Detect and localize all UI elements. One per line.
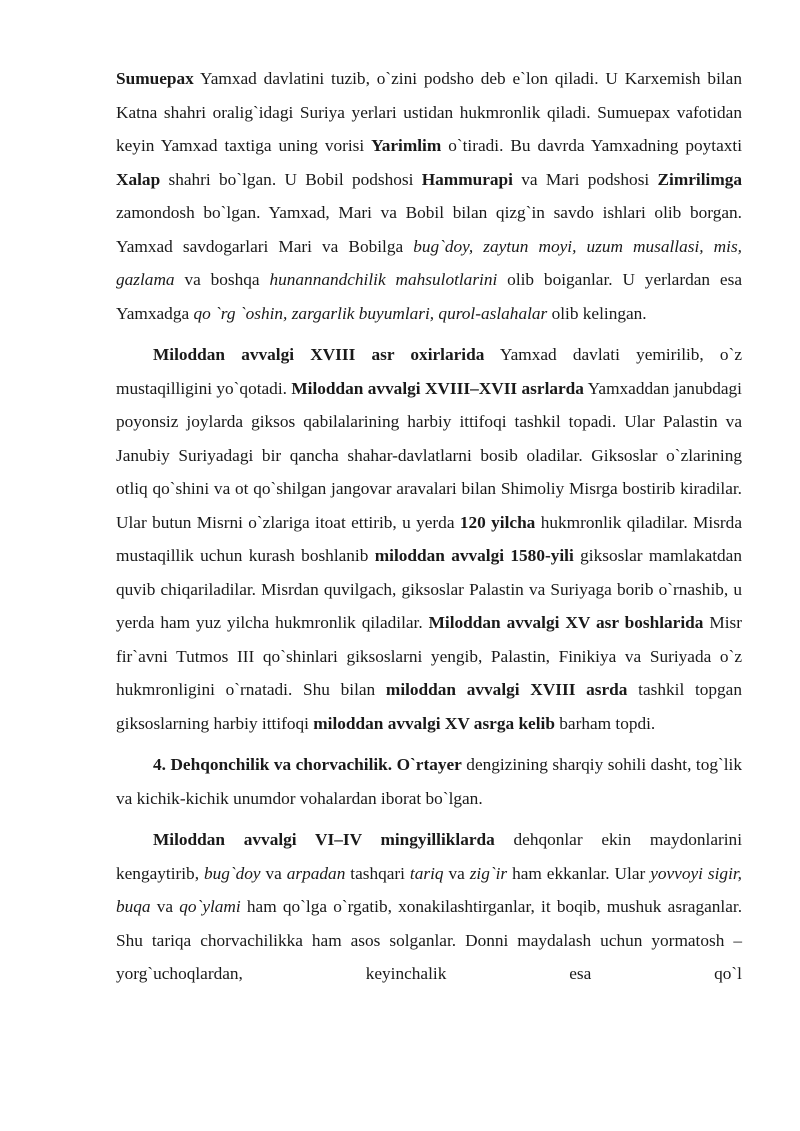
text-run: yovvoyi sigir, buqa: [116, 863, 742, 916]
text-run: va: [150, 897, 180, 916]
text-run: miloddan avvalgi XVIII asrda: [385, 680, 628, 699]
text-run: Zimrilimga: [657, 169, 743, 189]
section-heading: 4. Dehqonchilik va chorvachilik. O`rtayer: [153, 755, 462, 774]
document-page: [116, 62, 742, 991]
text-run: o`tiradi. Bu davrda Yamxadning poytaxti: [441, 136, 742, 155]
text-run: dehqonlar ekin maydonlarini kengaytirib,: [116, 830, 742, 883]
text-run: bug`doy, zaytun moyi, uzum musallasi, mis, gazlama: [116, 236, 742, 289]
text-run: ham qo`lga o`rgatib, xonakilashtirganlar, it boqib, mushuk asraganlar. Shu tariqa chorvachilikka ham asos solganlar. Donni maydalash uchun yormatosh – yorg`uchoqlardan, keyinchalik esa qo`l: [116, 897, 743, 983]
text-run: qo`ylami: [179, 897, 241, 916]
text-run: Miloddan avvalgi XV asr boshlarida: [428, 613, 704, 632]
text-run: zig`ir: [469, 863, 508, 883]
paragraph-1: [116, 62, 742, 330]
text-run: dengizining sharqiy sohili dasht, tog`lik va kichik-kichik unumdor vohalardan iborat bo`lgan.: [116, 755, 742, 808]
text-run: Hammurapi: [421, 169, 513, 189]
text-run: 120 yilcha: [459, 512, 536, 532]
text-run: Yamxaddan janubdagi poyonsiz joylarda giksos qabilalarining harbiy ittifoqi tashkil topadi. Ular Palastin va Janubiy Suriyadagi bir qancha shahar-davlatlarni bosib oladilar. Giksoslar o`zlarining otliq qo`shini va ot qo`shilgan jangovar aravalari bilan Shimoliy Misrga bostirib kiradilar. Ular butun Misrni o`zlariga itoat ettirib, u yerda: [116, 378, 742, 532]
text-run: zamondosh bo`lgan. Yamxad, Mari va Bobil bilan qizg`in savdo ishlari olib borgan. Yamxad savdogarlari Mari va Bobilga: [116, 203, 742, 256]
paragraph-4: [116, 823, 742, 991]
text-run: tashkil topgan giksoslarning harbiy ittifoqi: [116, 680, 742, 733]
text-run: tariq: [409, 863, 444, 883]
text-run: bug`doy: [203, 863, 261, 883]
text-run: Miloddan avvalgi XVIII asr oxirlarida: [153, 345, 485, 364]
text-run: miloddan avvalgi XV asrga kelib: [313, 713, 555, 733]
paragraph-3: [116, 748, 742, 815]
text-run: miloddan avvalgi 1580-yili: [374, 546, 574, 565]
text-run: hunannandchilik mahsulotlarini: [269, 270, 498, 289]
text-run: olib kelingan.: [547, 303, 647, 323]
text-run: qo `rg `oshin, zargarlik buyumlari, qurol-aslahalar: [193, 303, 548, 323]
text-run: Yarimlim: [371, 136, 442, 155]
text-run: olib boiganlar. U yerlardan esa Yamxadga: [116, 270, 742, 323]
paragraph-2: [116, 338, 742, 740]
text-run: Miloddan avvalgi XVIII–XVII asrlarda: [291, 378, 584, 398]
text-run: arpadan: [286, 863, 346, 883]
text-run: va: [443, 863, 470, 883]
text-run: Yamxad davlatini tuzib, o`zini podsho deb e`lon qiladi. U Karxemish bilan Katna shahri oralig`idagi Suriya yerlari ustidan hukmronlik qiladi. Sumuepax vafotidan keyin Yamxad taxtiga uning vorisi: [116, 69, 742, 155]
text-run: va Mari podshosi: [512, 169, 658, 189]
text-run: Miloddan avvalgi VI–IV mingyilliklarda: [153, 830, 495, 849]
text-run: hukmronlik qiladilar. Misrda mustaqillik uchun kurash boshlanib: [116, 512, 742, 565]
text-run: Xalap: [116, 169, 161, 189]
text-run: Sumuepax: [116, 69, 194, 88]
text-run: va: [260, 863, 287, 883]
text-run: giksoslar mamlakatdan quvib chiqariladilar. Misrdan quvilgach, giksoslar Palastin va Suriyaga borib o`rnashib, u yerda ham yuz yilcha hukmronlik qiladilar.: [116, 546, 742, 632]
text-run: Yamxad davlati yemirilib, o`z mustaqilligini yo`qotadi.: [116, 345, 742, 398]
text-run: va boshqa: [174, 270, 270, 289]
text-run: tashqari: [345, 863, 410, 883]
text-run: Misr fir`avni Tutmos III qo`shinlari giksoslarni yengib, Palastin, Finikiya va Suriyada o`z hukmronligini o`rnatadi. Shu bilan: [116, 613, 743, 699]
text-run: ham ekkanlar. Ular: [507, 863, 651, 883]
text-run: shahri bo`lgan. U Bobil podshosi: [160, 169, 422, 189]
text-run: barham topdi.: [554, 713, 656, 733]
